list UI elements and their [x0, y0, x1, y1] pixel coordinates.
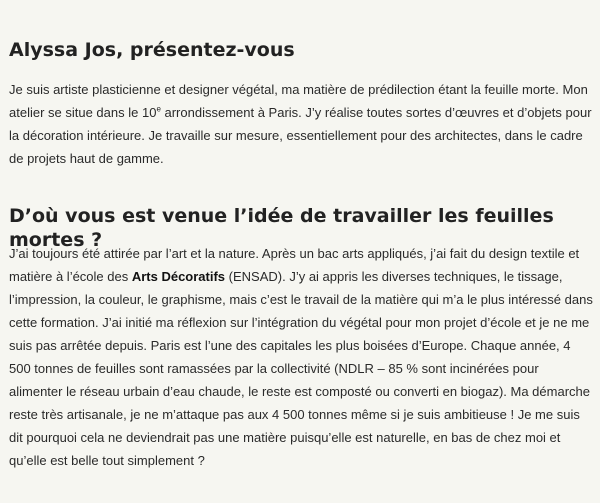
intro-paragraph — [9, 78, 595, 170]
intro-text-part-2: arrondissement à Paris. J’y réalise toutes sortes d’œuvres et d’objets pour la décoration intérieure. Je travaille sur mesure, essentiellement pour des architectes, dans le cadre de projets haut de gamme. — [9, 105, 592, 166]
section-heading-intro: Alyssa Jos, présentez-vous — [9, 39, 295, 61]
ordinal-suffix: e — [156, 104, 161, 114]
section-heading-origin: D’où vous est venue l’idée de travailler les feuilles mortes ? — [9, 205, 554, 251]
school-name: Arts Décoratifs — [131, 269, 226, 284]
intro-text-part-1: Je suis artiste plasticienne et designer végétal, ma matière de prédilection étant la feuille morte. Mon atelier se situe dans le 10 — [9, 82, 588, 120]
origin-text-part-1: J’ai toujours été attirée par l’art et la nature. Après un bac arts appliqués, j’ai fait du design textile et matière à l’école des — [9, 246, 580, 284]
origin-paragraph — [9, 242, 595, 472]
origin-text-part-2: (ENSAD). J’y ai appris les diverses techniques, le tissage, l’impression, la couleur, le graphisme, mais c’est le travail de la matière qui m’a le plus intéressé dans cette formation. J’ai initié ma réflexion sur l’intégration du végétal pour mon projet d’école et je ne me suis pas arrêtée depuis. Paris est l’une des capitales les plus boisées d’Europe. Chaque année, 4 500 tonnes de feuilles sont ramassées par la collectivité (NDLR – 85 % sont incinérées pour alimenter le réseau urbain d’eau chaude, le reste est composté ou converti en biogaz). Ma démarche reste très artisanale, je ne m’attaque pas aux 4 500 tonnes même si je suis ambitieuse ! Je me suis dit pourquoi cela ne deviendrait pas une matière puisqu’elle est naturelle, en bas de chez moi et qu’elle est belle tout simplement ? — [9, 269, 593, 468]
